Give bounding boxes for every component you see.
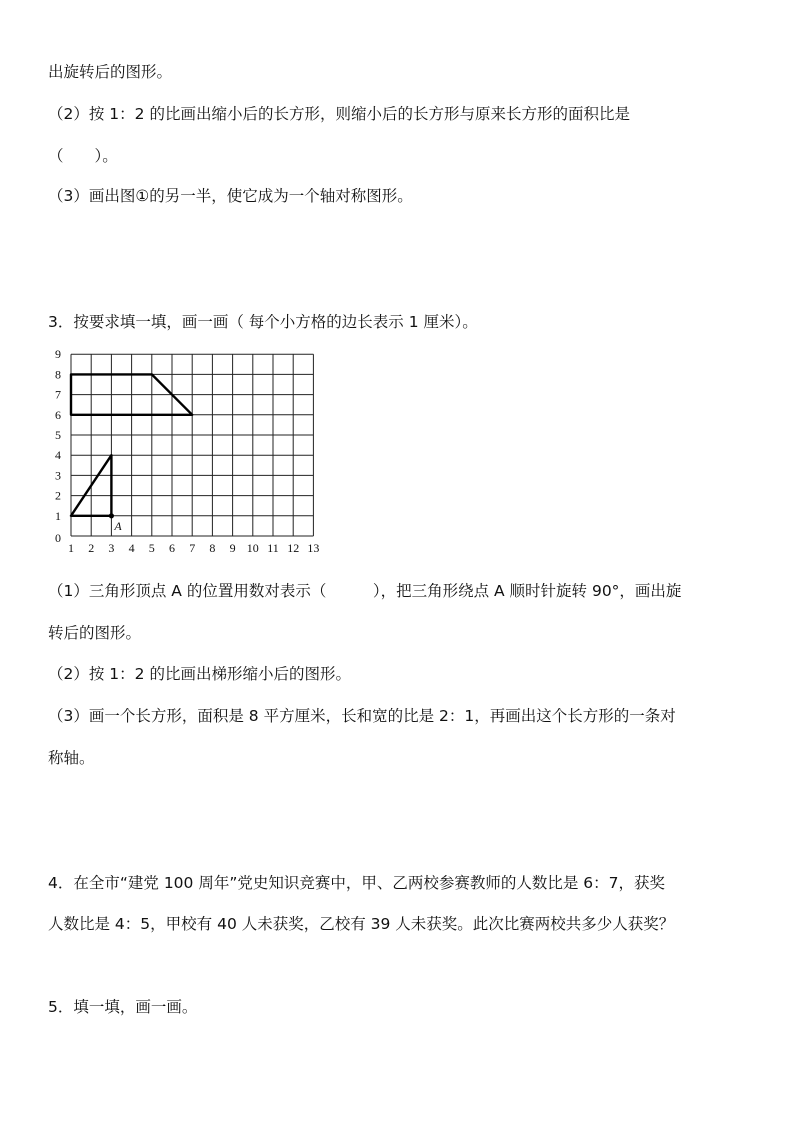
y-tick-label: 2 — [55, 488, 61, 503]
y-tick-label: 5 — [55, 428, 61, 442]
x-tick-label: 11 — [267, 541, 279, 555]
question-3-title: 3．按要求填一填，画一画（ 每个小方格的边长表示 1 厘米）。 — [48, 313, 478, 331]
x-tick-label: 12 — [287, 541, 300, 555]
question-3-part-1: （1）三角形顶点 A 的位置用数对表示（ ），把三角形绕点 A 顺时针旋转 90°，画出旋 — [48, 582, 682, 600]
y-tick-label: 4 — [55, 448, 61, 463]
question-3-part-3-cont: 称轴。 — [48, 749, 95, 767]
question-3-part-3: （3）画一个长方形，面积是 8 平方厘米，长和宽的比是 2：1，再画出这个长方形的一条对 — [48, 707, 676, 725]
y-tick-label: 0 — [55, 531, 61, 545]
point-a-label: A — [114, 518, 122, 533]
question-4-line-2: 人数比是 4：5，甲校有 40 人未获奖，乙校有 39 人未获奖。此次比赛两校共多少人获奖？ — [48, 915, 675, 933]
y-tick-label: 7 — [55, 387, 61, 402]
y-tick-label: 9 — [55, 348, 61, 362]
point-a-dot — [109, 513, 114, 518]
y-tick-label: 6 — [55, 407, 61, 422]
x-tick-label: 2 — [88, 541, 95, 555]
question-2-part-3: （3）画出图①的另一半，使它成为一个轴对称图形。 — [48, 187, 413, 205]
y-tick-label: 3 — [55, 468, 61, 483]
x-tick-label: 1 — [68, 541, 74, 555]
y-tick-label: 1 — [55, 508, 61, 523]
text-line-1: 出旋转后的图形。 — [48, 63, 173, 81]
question-4-line-1: 4．在全市“建党 100 周年”党史知识竞赛中，甲、乙两校参赛教师的人数比是 6：7，获奖 — [48, 874, 666, 892]
x-tick-label: 8 — [209, 541, 216, 555]
x-tick-label: 4 — [128, 541, 135, 555]
x-tick-label: 10 — [246, 541, 259, 555]
question-2-part-2: （2）按 1：2 的比画出缩小后的长方形，则缩小后的长方形与原来长方形的面积比是 — [48, 105, 630, 123]
x-tick-label: 7 — [189, 541, 196, 555]
question-3-part-1-cont: 转后的图形。 — [48, 624, 142, 642]
x-tick-label: 13 — [307, 541, 320, 555]
y-tick-label: 8 — [55, 367, 61, 382]
question-3-part-2: （2）按 1：2 的比画出梯形缩小后的图形。 — [48, 665, 351, 683]
x-tick-label: 9 — [229, 541, 236, 555]
question-5-title: 5．填一填，画一画。 — [48, 998, 198, 1016]
grid-figure — [48, 348, 348, 560]
x-tick-label: 5 — [148, 541, 155, 555]
x-tick-label: 6 — [169, 541, 175, 555]
x-tick-label: 3 — [108, 541, 115, 555]
answer-blank-line: （ ）。 — [48, 147, 118, 165]
